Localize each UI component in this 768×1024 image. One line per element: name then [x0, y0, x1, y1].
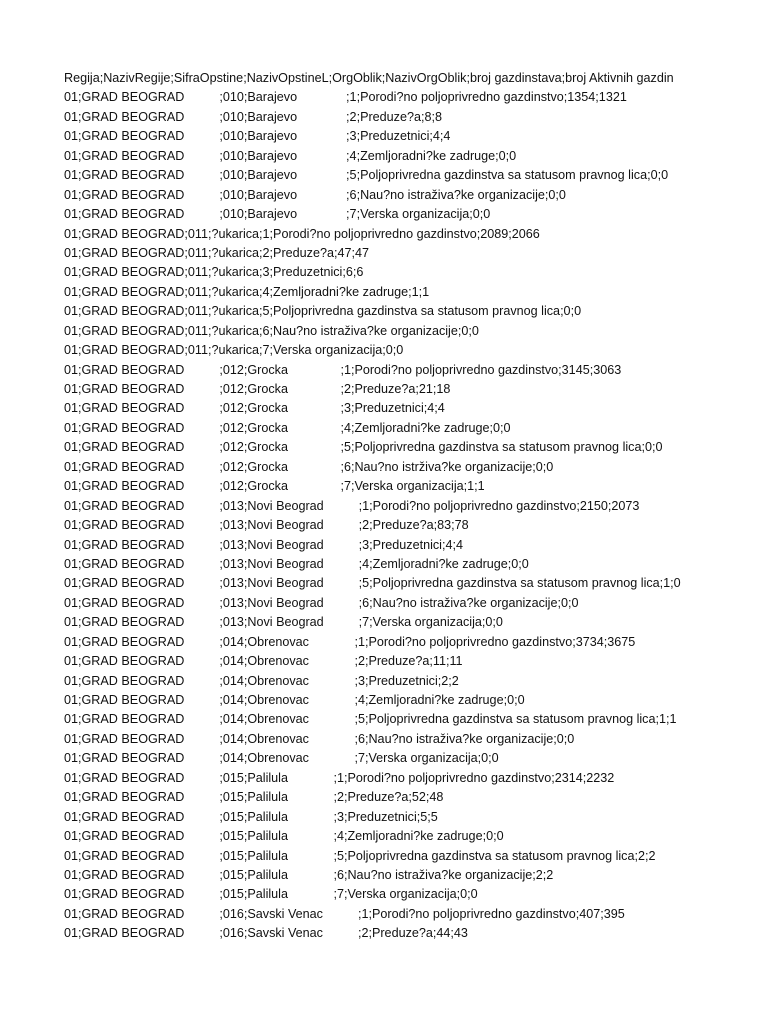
- csv-data-line: 01;GRAD BEOGRAD ;013;Novi Beograd ;3;Preduzetnici;4;4: [64, 537, 463, 552]
- csv-data-line: 01;GRAD BEOGRAD ;010;Barajevo ;6;Nau?no istraživa?ke organizacije;0;0: [64, 187, 566, 202]
- csv-data-line: 01;GRAD BEOGRAD ;013;Novi Beograd ;6;Nau?no istraživa?ke organizacije;0;0: [64, 595, 579, 610]
- csv-data-line: 01;GRAD BEOGRAD ;014;Obrenovac ;1;Porodi?no poljoprivredno gazdinstvo;3734;3675: [64, 634, 636, 649]
- csv-text-body: [64, 69, 764, 944]
- csv-data-line: 01;GRAD BEOGRAD ;014;Obrenovac ;3;Preduzetnici;2;2: [64, 673, 459, 688]
- csv-data-line: 01;GRAD BEOGRAD;011;?ukarica;3;Preduzetnici;6;6: [64, 265, 364, 280]
- csv-data-line: 01;GRAD BEOGRAD ;014;Obrenovac ;6;Nau?no istraživa?ke organizacije;0;0: [64, 731, 575, 746]
- csv-data-line: 01;GRAD BEOGRAD ;010;Barajevo ;3;Preduzetnici;4;4: [64, 129, 451, 144]
- csv-data-line: 01;GRAD BEOGRAD;011;?ukarica;7;Verska organizacija;0;0: [64, 343, 404, 358]
- csv-data-line: 01;GRAD BEOGRAD ;010;Barajevo ;1;Porodi?no poljoprivredno gazdinstvo;1354;1321: [64, 90, 627, 105]
- csv-data-line: 01;GRAD BEOGRAD ;012;Grocka ;1;Porodi?no poljoprivredno gazdinstvo;3145;3063: [64, 362, 622, 377]
- csv-data-line: 01;GRAD BEOGRAD ;015;Palilula ;7;Verska organizacija;0;0: [64, 887, 478, 902]
- csv-data-line: 01;GRAD BEOGRAD ;015;Palilula ;5;Poljoprivredna gazdinstva sa statusom pravnog lica;2;2: [64, 848, 656, 863]
- csv-header-line: Regija;NazivRegije;SifraOpstine;NazivOpstineL;OrgOblik;NazivOrgOblik;broj gazdinstava;broj Aktivnih gazdin: [64, 71, 674, 85]
- csv-data-line: 01;GRAD BEOGRAD ;015;Palilula ;6;Nau?no istraživa?ke organizacije;2;2: [64, 867, 554, 882]
- csv-data-line: 01;GRAD BEOGRAD;011;?ukarica;5;Poljoprivredna gazdinstva sa statusom pravnog lica;0;0: [64, 304, 582, 319]
- csv-data-line: 01;GRAD BEOGRAD ;014;Obrenovac ;2;Preduze?a;11;11: [64, 654, 463, 669]
- csv-data-line: 01;GRAD BEOGRAD;011;?ukarica;4;Zemljoradni?ke zadruge;1;1: [64, 284, 430, 299]
- csv-data-line: 01;GRAD BEOGRAD ;012;Grocka ;3;Preduzetnici;4;4: [64, 401, 445, 416]
- csv-data-line: 01;GRAD BEOGRAD;011;?ukarica;1;Porodi?no poljoprivredno gazdinstvo;2089;2066: [64, 226, 540, 241]
- csv-data-line: 01;GRAD BEOGRAD ;012;Grocka ;7;Verska organizacija;1;1: [64, 479, 485, 494]
- csv-data-line: 01;GRAD BEOGRAD ;013;Novi Beograd ;2;Preduze?a;83;78: [64, 518, 469, 533]
- csv-data-line: 01;GRAD BEOGRAD ;010;Barajevo ;5;Poljoprivredna gazdinstva sa statusom pravnog lica;0;0: [64, 168, 669, 183]
- csv-data-line: 01;GRAD BEOGRAD ;010;Barajevo ;4;Zemljoradni?ke zadruge;0;0: [64, 148, 517, 163]
- csv-data-line: 01;GRAD BEOGRAD ;010;Barajevo ;2;Preduze?a;8;8: [64, 109, 442, 124]
- csv-data-line: 01;GRAD BEOGRAD ;010;Barajevo ;7;Verska organizacija;0;0: [64, 207, 491, 222]
- csv-data-line: 01;GRAD BEOGRAD;011;?ukarica;6;Nau?no istraživa?ke organizacije;0;0: [64, 323, 479, 338]
- csv-data-line: 01;GRAD BEOGRAD ;012;Grocka ;6;Nau?no istrživa?ke organizacije;0;0: [64, 459, 554, 474]
- csv-data-line: 01;GRAD BEOGRAD ;015;Palilula ;1;Porodi?no poljoprivredno gazdinstvo;2314;2232: [64, 770, 615, 785]
- csv-data-line: 01;GRAD BEOGRAD ;015;Palilula ;4;Zemljoradni?ke zadruge;0;0: [64, 829, 504, 844]
- csv-data-line: 01;GRAD BEOGRAD ;013;Novi Beograd ;4;Zemljoradni?ke zadruge;0;0: [64, 556, 529, 571]
- csv-data-line: 01;GRAD BEOGRAD ;015;Palilula ;3;Preduzetnici;5;5: [64, 809, 438, 824]
- csv-data-line: 01;GRAD BEOGRAD ;015;Palilula ;2;Preduze?a;52;48: [64, 790, 444, 805]
- csv-data-line: 01;GRAD BEOGRAD ;013;Novi Beograd ;1;Porodi?no poljoprivredno gazdinstvo;2150;2073: [64, 498, 640, 513]
- csv-data-line: 01;GRAD BEOGRAD ;013;Novi Beograd ;5;Poljoprivredna gazdinstva sa statusom pravnog lica;1;0: [64, 576, 681, 591]
- csv-data-line: 01;GRAD BEOGRAD ;012;Grocka ;2;Preduze?a;21;18: [64, 382, 451, 396]
- csv-data-line: 01;GRAD BEOGRAD ;016;Savski Venac ;1;Porodi?no poljoprivredno gazdinstvo;407;395: [64, 906, 625, 921]
- csv-data-line: 01;GRAD BEOGRAD ;014;Obrenovac ;7;Verska organizacija;0;0: [64, 751, 499, 766]
- csv-data-line: 01;GRAD BEOGRAD ;013;Novi Beograd ;7;Verska organizacija;0;0: [64, 615, 503, 630]
- csv-data-line: 01;GRAD BEOGRAD ;016;Savski Venac ;2;Preduze?a;44;43: [64, 926, 468, 941]
- csv-data-line: 01;GRAD BEOGRAD ;012;Grocka ;5;Poljoprivredna gazdinstva sa statusom pravnog lica;0;0: [64, 440, 663, 455]
- csv-data-line: 01;GRAD BEOGRAD ;014;Obrenovac ;5;Poljoprivredna gazdinstva sa statusom pravnog lica;1;1: [64, 712, 677, 727]
- csv-data-line: 01;GRAD BEOGRAD ;014;Obrenovac ;4;Zemljoradni?ke zadruge;0;0: [64, 693, 525, 707]
- csv-data-line: 01;GRAD BEOGRAD ;012;Grocka ;4;Zemljoradni?ke zadruge;0;0: [64, 420, 511, 435]
- csv-data-line: 01;GRAD BEOGRAD;011;?ukarica;2;Preduze?a;47;47: [64, 245, 369, 260]
